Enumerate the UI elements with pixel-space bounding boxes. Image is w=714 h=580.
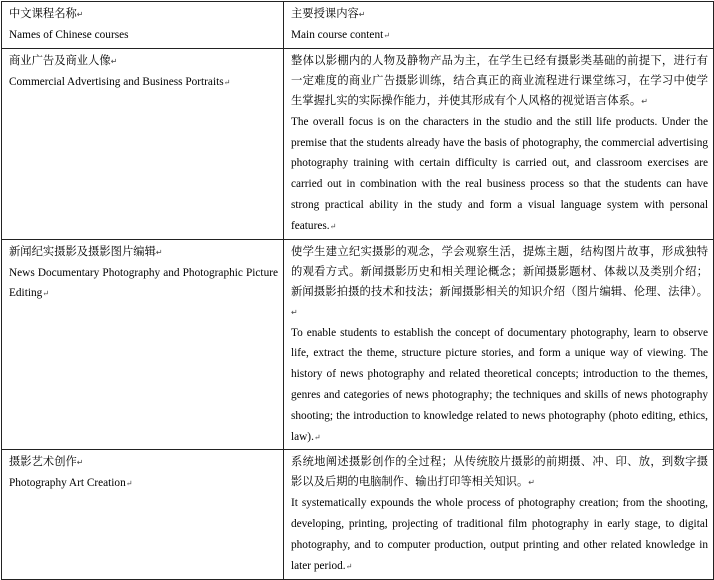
- course-content-en: The overall focus is on the characters in the studio and the still life products. Under the premise that the students already have the basis of photography, the commercial advertising photography training with certain difficulty is carried out, and classroom exercises are carried out in combination with the real business process so that the students can have strong practical ability in the study and form a visual language system with personal features.: [291, 115, 708, 232]
- course-name-cell: [2, 48, 284, 239]
- paragraph-mark-icon: ↵: [528, 478, 535, 488]
- table-header-row: [2, 2, 714, 49]
- course-name-zh: 商业广告及商业人像: [9, 53, 111, 67]
- course-content-cell: [284, 48, 714, 239]
- paragraph-mark-icon: ↵: [641, 96, 648, 106]
- paragraph-mark-icon: ↵: [42, 289, 49, 299]
- header-course-content-en: Main course content: [291, 29, 384, 41]
- header-course-content-zh: 主要授课内容: [291, 7, 359, 20]
- header-course-name-zh: 中文课程名称: [9, 7, 77, 20]
- paragraph-mark-icon: ↵: [155, 247, 163, 257]
- course-name-zh: 摄影艺术创作: [9, 455, 77, 469]
- paragraph-mark-icon: ↵: [329, 221, 337, 231]
- header-cell-course-content: [284, 2, 714, 49]
- course-table: [1, 1, 714, 580]
- table-row: [2, 450, 714, 579]
- paragraph-mark-icon: ↵: [291, 307, 298, 317]
- course-name-cell: [2, 239, 284, 450]
- paragraph-mark-icon: ↵: [110, 56, 118, 66]
- course-name-cell: [2, 450, 284, 579]
- paragraph-mark-icon: ↵: [125, 479, 133, 489]
- course-content-zh: 系统地阐述摄影创作的全过程；从传统胶片摄影的前期摄、冲、印、放，到数字摄影以及后期的电脑制作、输出打印等相关知识。: [291, 455, 708, 489]
- paragraph-mark-icon: ↵: [345, 561, 353, 571]
- course-content-en: To enable students to establish the concept of documentary photography, learn to observe life, extract the theme, structure picture stories, and form a unique way of viewing. The history of news photography and related theoretical concepts; introduction to the themes, genres and categories of news photography; the techniques and skills of news photography shooting; the introduction to knowledge related to news photography (photo editing, ethics, law).: [291, 326, 708, 443]
- paragraph-mark-icon: ↵: [76, 10, 84, 19]
- course-name-zh: 新闻纪实摄影及摄影图片编辑: [9, 244, 156, 258]
- course-content-zh: 整体以影棚内的人物及静物产品为主，在学生已经有摄影类基础的前提下，进行有一定难度的商业广告摄影训练，结合真正的商业流程进行课堂练习，在学习中使学生掌握扎实的实际操作能力，并使其形成有个人风格的视觉语言体系。: [291, 53, 708, 107]
- course-content-zh: 使学生建立纪实摄影的观念，学会观察生活，提炼主题，结构图片故事，形成独特的观看方式。新闻摄影历史和相关理论概念；新闻摄影题材、体裁以及类别介绍；新闻摄影拍摄的技术和技法；新闻摄影相关的知识介绍（图片编辑、伦理、法律）。: [291, 244, 708, 298]
- course-content-en: It systematically expounds the whole process of photography creation; from the shooting, developing, printing, projecting of traditional film photography in early stage, to digital photography, and to computer production, output printing and other related knowledge in later period.: [291, 497, 708, 572]
- course-name-en: News Documentary Photography and Photographic Picture Editing: [9, 266, 278, 300]
- paragraph-mark-icon: ↵: [223, 77, 231, 87]
- course-content-cell: [284, 239, 714, 450]
- course-name-en: Photography Art Creation: [9, 477, 126, 490]
- paragraph-mark-icon: ↵: [313, 432, 321, 442]
- header-cell-course-name: [2, 2, 284, 49]
- course-name-en: Commercial Advertising and Business Portraits: [9, 75, 224, 88]
- paragraph-mark-icon: ↵: [76, 458, 84, 468]
- paragraph-mark-icon: ↵: [383, 31, 390, 40]
- table-row: [2, 239, 714, 450]
- paragraph-mark-icon: ↵: [358, 10, 366, 19]
- header-course-name-en: Names of Chinese courses: [9, 29, 129, 41]
- table-row: [2, 48, 714, 239]
- course-content-cell: [284, 450, 714, 579]
